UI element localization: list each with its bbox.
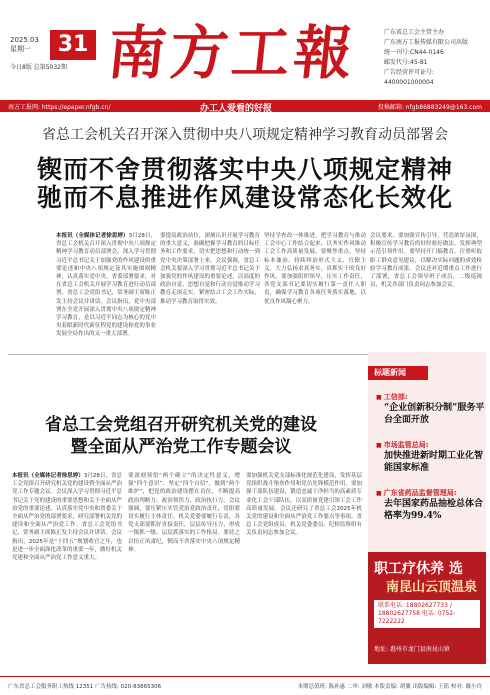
main-headline-line-1: 锲而不舍贯彻落实中央八项规定精神 [36,155,453,184]
article-text: 3月28日，省总工会党组召开研究机关党的建设暨全面从严治党工作专题会议。会议深入学习贯彻习近平总书记关于党的建设的重要思想和关于全面从严治党的重要论述，认真落实党中央和省委关于全面从严治党的部署要求，研究部署机关党的建设和全面从严治党工作。省总工会党组书记、常务副主席陈正发主持会议并讲话。会议指出，2025年是“十四五”规划收官之年，也是进一步全面深化改革的重要一年，做好机关党建和全面从严治党工作意义重大。 [12,473,122,562]
main-article-column-3: 坚持学查改一体推进，把学习教育与推动工会中心工作结合起来，以务实作风推动工会工作高质量发展。要聚焦重点，坚持标本兼治，持续纠治形式主义、官僚主义，大力弘扬求真务实、真抓实干的良好作风。要加强组织领导，压实工作责任，各党支部书记要切实履行第一责任人职责，确保学习教育各项任务落实落地，以优良作风凝心聚力。 [264,233,366,305]
main-article-column-4: 会议要求，要加强宣传引导，营造浓厚氛围，积极宣传学习教育的好经验好做法，发挥典型示范引领作用。要坚持开门搞教育，注重听取职工群众意见建议，以解决实际问题的成效检验学习教育成果。会议还对近期重点工作进行了部署，省总工会领导班子成员，二级巡视员，机关各部门负责同志参加会议。 [370,233,482,289]
contact-email[interactable]: 投稿邮箱: nfgb86883249@163.com [377,104,482,111]
footer-editors: 本期总值班: 陈孙惠 二审: 刘敏 本版责编: 胡翼 出版编辑: 王铭 校对: 戴小玲 [297,684,482,690]
ad-subtitle: 南昆山云顶温泉 [386,580,478,595]
pub-line: 广东省总工会主管主办 [384,29,445,36]
page-footer [0,676,490,695]
pub-line: 4400001000004 [384,79,434,86]
sidebar-news-item[interactable] [376,488,486,522]
date-ymd [10,36,39,54]
news-topic: ■ 广东省药品监督管理局: [376,488,486,498]
issue-info: 今日8版 总第5032期 [10,64,67,71]
byline: 本报讯（全媒体记者徐思婷） [12,473,84,479]
day-number: 31 [50,30,96,60]
news-headline: “企业创新积分制”服务平台全面开放 [384,403,485,425]
main-headline-line-2: 驰而不息推进作风建设常态化长效化 [36,183,453,212]
ad-title: 职工疗休养 选 [374,561,463,577]
date-box [8,26,96,94]
weekday: 星期一 [10,45,31,53]
second-headline-line-2: 暨全面从严治党工作专题会议 [70,437,292,457]
sidebar-news-item[interactable] [376,440,486,474]
pub-line: 广东南方工报传媒有限公司出版 [384,39,469,46]
news-headline: 去年国家药品抽检总体合格率为99.4% [384,499,484,521]
advertisement[interactable] [368,552,486,664]
main-article-column-2: 要提高政治站位，深刻认识开展学习教育的重大意义，准确把握学习教育的目标任务和工作要求，切实把思想和行动统一到党中央决策部署上来。会议强调，省总工会机关要深入学习贯彻习近平总书记关于加强党的作风建设的重要论述，以高度的政治自觉、思想自觉和行动自觉推动学习教育走深走实，紧密结合工会工作实际，推动学习教育取得实效。 [160,233,260,305]
header-red-bar [0,100,490,112]
pub-line: 统一刊号:CN44-0146 [384,49,444,56]
ad-address: 地址: 惠州市龙门县南昆山镇 [374,646,450,653]
second-headline-line-1: 省总工会党组召开研究机关党的建设 [45,415,317,435]
ad-contact: 联系电话: 18802627733 / 18802627758 电话: 0752-7222222 [374,600,480,628]
sidebar-news-item[interactable] [376,392,486,426]
footer-hotlines: 广东省总工会服务职工热线 12351 广告热线: 020-83865306 [8,684,162,690]
news-headline: 加快推进新时期工业化智能国家标准 [384,451,484,473]
main-kicker: 省总工会机关召开深入贯彻中央八项规定精神学习教育动员部署会 [42,127,448,143]
slogan: 办工人爱看的好报 [200,104,273,114]
publication-info [384,28,484,88]
sidebar-tag: 标题新闻 [368,366,428,380]
news-topic: ■ 工信部: [376,392,486,402]
second-article-column-2: 要深刻领悟“两个确立”的决定性意义，增强“四个意识”、坚定“四个自信”、做到“两个维护”，把党的政治建设摆在首位，不断提高政治判断力、政治领悟力、政治执行力。会议强调，要压紧压实管党治党政治责任，党组要切实履行主体责任，机关党委要履行专责，各党支部要抓好直接责任，层层传导压力，形成一级抓一级、层层抓落实的工作格局。要持之以恒正风肃纪，锲而不舍落实中央八项规定精神。 [128,473,240,553]
newspaper-logo: 南方工報 [104,19,360,87]
article-text: 3月28日，省总工会机关召开深入贯彻中央八项规定精神学习教育动员部署会。深入学习贯彻习近平总书记关于加强党的作风建设的重要论述和中央八项规定及其实施细则精神，认真落实党中央、省委部署要求，对在省总工会机关开展学习教育进行动员部署。省总工会党组书记、常务副主席陈正发主持会议并讲话。会议指出，党中央部署在全党开展深入贯彻中央八项规定精神学习教育，是以习近平同志为核心的党中央着眼新时代新征程党的建设和党的事业发展全局作出的又一重大部署。 [56,233,156,338]
byline: 本报讯（全媒体记者徐思婷） [56,233,129,239]
second-article-column-1 [12,472,122,668]
pub-line: 广告经营许可证号: [384,69,435,76]
website-link[interactable]: 南方工报网: https://epaper.nfgb.cn/ [8,104,111,111]
main-article-column-1 [56,232,156,342]
news-topic: ■ 市场监管总局: [376,440,486,450]
year-month: 2025.03 [10,36,39,44]
pub-line: 邮发代号:45-81 [384,59,428,66]
masthead [0,0,490,100]
second-article-column-3: 要加强机关党支部标准化规范化建设，发挥基层党组织战斗堡垒作用和党员先锋模范作用。要加强干部队伍建设，锻造忠诚干净担当的高素质专业化工会干部队伍，以高质量党建引领工会工作高质量发展。会议还研究了省总工会2025年机关党的建设和全面从严治党工作要点等事项。省总工会党组成员、机关党委委员、纪检监察组有关负责同志参加会议。 [246,473,362,537]
